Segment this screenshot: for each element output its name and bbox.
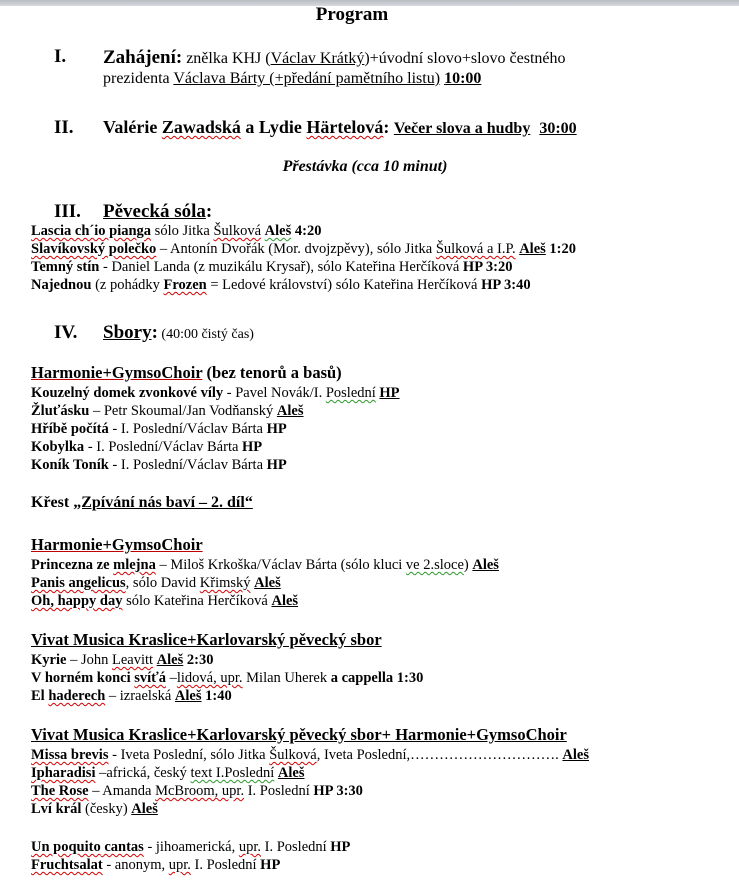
item-title: Panis angelicus <box>31 575 126 591</box>
choir-item <box>31 856 280 874</box>
item-text: – John <box>66 652 112 668</box>
section-1-text-a: znělka KHJ ( <box>186 50 271 67</box>
item-time: a cappella 1:30 <box>330 670 424 686</box>
solo-time: 1:20 <box>545 241 576 257</box>
item-composer: McBroom, upr. <box>155 783 245 799</box>
solo-item <box>31 258 512 276</box>
solo-time: 3:40 <box>500 277 531 293</box>
item-performer: HP <box>242 439 263 455</box>
choir-item <box>31 764 305 782</box>
item-text: - Pavel Novák/I. <box>223 385 326 401</box>
section-1-line2 <box>103 70 481 88</box>
group-1-header <box>31 363 342 383</box>
solo-film: Frozen <box>163 277 207 293</box>
section-4-colon: : <box>151 322 158 343</box>
item-title: Fruchtsalat <box>31 857 103 873</box>
section-1-name: Václav Krátký <box>270 50 365 67</box>
section-4-heading: Sbory <box>103 322 152 343</box>
choir-item <box>31 669 423 687</box>
item-performer: Aleš <box>472 557 499 573</box>
item-text: - anonym, <box>102 857 169 873</box>
section-2-title: Večer slova a hudby <box>393 120 531 137</box>
group-2-header <box>31 535 203 555</box>
item-text: - Iveta Poslední, sólo Jitka <box>108 747 270 763</box>
section-2-colon: : <box>383 117 394 137</box>
item-text: - jihoamerická, <box>143 839 239 855</box>
solo-performer: HP <box>481 277 501 293</box>
choir-item <box>31 782 363 800</box>
item-lyrics: text I.Poslední <box>190 765 275 781</box>
item-performer: HP <box>260 857 281 873</box>
choir-item <box>31 456 287 474</box>
item-title: V horném konci <box>31 670 135 686</box>
item-title: Lví král <box>31 801 82 817</box>
choir-item <box>31 402 304 420</box>
solo-text: – Antonín Dvořák (Mor. dvojzpěvy), sólo Jitka <box>156 241 436 257</box>
item-origin: lidová, upr. <box>176 670 243 686</box>
item-text: sólo Kateřina Herčíková <box>122 593 272 609</box>
item-title-2: haderech <box>48 688 106 704</box>
item-text: - I. Poslední/Václav Bárta <box>108 457 267 473</box>
section-2-heading-c: a Lydie <box>240 117 307 137</box>
solo-soloist: Šulková a I.P. <box>435 241 516 257</box>
solo-time: 4:20 <box>291 223 322 239</box>
item-performer: Aleš <box>276 403 304 419</box>
solo-text: (z pohádky <box>91 277 164 293</box>
group-1-name: Harmonie+GymsoChoir <box>31 363 203 382</box>
choir-item <box>31 420 287 438</box>
section-1-heading: Zahájení: <box>103 47 183 68</box>
section-3-heading-wrap <box>103 201 212 223</box>
solo-item <box>31 276 531 294</box>
item-arranger: Poslední <box>325 385 376 401</box>
baptism-title: „Zpívání nás baví – 2. díl“ <box>73 494 253 511</box>
item-text: – Miloš Krkoška/Václav Bárta (sólo kluci <box>155 557 406 573</box>
item-performer: Aleš <box>277 765 305 781</box>
solo-performer: Aleš <box>519 241 546 257</box>
item-performer: HP <box>266 421 287 437</box>
section-1-numeral: I. <box>54 46 67 67</box>
item-title: Oh, happy day <box>31 593 123 609</box>
item-text-2: ) <box>463 557 473 573</box>
group-4-header <box>31 725 567 745</box>
item-arranger: I. Poslední <box>190 857 261 873</box>
choir-item <box>31 556 499 574</box>
item-title: Žluťásku <box>31 403 90 419</box>
item-text: (česky) <box>81 801 132 817</box>
item-title-2: mlejna <box>113 557 156 573</box>
choir-item <box>31 746 589 764</box>
section-2-name-2: Härtelová <box>306 117 384 137</box>
section-2-heading <box>103 117 577 138</box>
section-1-text-c: prezidenta <box>103 70 174 87</box>
section-2-time: 30:00 <box>539 120 577 137</box>
solo-performer: HP <box>462 259 483 275</box>
section-1-time: 10:00 <box>444 70 482 87</box>
section-4-heading-wrap <box>103 322 254 344</box>
item-performer: Aleš <box>271 593 299 609</box>
section-3-numeral: III. <box>54 201 81 222</box>
solo-performer: Aleš <box>264 223 292 239</box>
choir-item <box>31 651 213 669</box>
group-2-name: Harmonie+GymsoChoir <box>31 535 203 554</box>
section-2-heading-a: Valérie <box>103 117 162 137</box>
item-text: - I. Poslední/Václav Bárta <box>108 421 267 437</box>
item-text: – izraelská <box>105 688 175 704</box>
item-time: HP 3:30 <box>313 783 363 799</box>
item-text: , sólo David <box>125 575 200 591</box>
item-title: Koník Toník <box>31 457 109 473</box>
intermission: Přestávka (cca 10 minut) <box>282 158 448 175</box>
item-text: – <box>166 670 177 686</box>
solo-title: Najednou <box>31 277 92 293</box>
item-performer: Aleš <box>131 801 158 817</box>
item-title-2: svíťá <box>134 670 166 686</box>
item-text: – Petr Skoumal/Jan Vodňanský <box>89 403 277 419</box>
item-title: The Rose <box>31 783 89 799</box>
section-1-line1 <box>103 47 565 69</box>
item-arr: upr. <box>168 857 191 873</box>
choir-item <box>31 687 232 705</box>
item-text: –africká, český <box>95 765 191 781</box>
group-3-header <box>31 630 382 650</box>
item-title: Ipharadisi <box>31 765 96 781</box>
item-performer: Aleš <box>156 652 184 668</box>
choir-item <box>31 574 281 592</box>
section-3-colon: : <box>205 201 213 222</box>
item-text: – Amanda <box>88 783 156 799</box>
item-title: Kobylka <box>31 439 85 455</box>
choir-item <box>31 800 158 818</box>
item-text-2: , Iveta Poslední,…………………………. <box>316 747 563 763</box>
item-soloist: Křimský <box>199 575 251 591</box>
solo-text: sólo Jitka <box>151 223 214 239</box>
section-3-heading: Pěvecká sóla <box>103 201 206 222</box>
item-arranger: I. Poslední <box>244 783 314 799</box>
group-4-name: Vivat Musica Kraslice+Karlovarský pěvecký sbor+ Harmonie+GymsoChoir <box>31 725 567 744</box>
item-arr: upr. <box>238 839 261 855</box>
baptism-line <box>31 494 253 512</box>
item-soloist: Šulková <box>269 747 317 763</box>
choir-item <box>31 838 350 856</box>
item-performer: HP <box>330 839 351 855</box>
page-title: Program <box>315 4 389 25</box>
choir-item <box>31 592 298 610</box>
section-2-name-1: Zawadská <box>161 117 241 137</box>
solo-text-2: = Ledové království) sólo Kateřina Herčíková <box>206 277 482 293</box>
item-performer: Aleš <box>562 747 589 763</box>
solo-title: Slavíkovský polečko <box>31 241 157 257</box>
group-3-name: Vivat Musica Kraslice+Karlovarský pěvecký sbor <box>31 630 382 649</box>
solo-item <box>31 222 321 240</box>
baptism-label: Křest <box>31 494 74 511</box>
item-title: Kyrie <box>31 652 67 668</box>
item-performer: HP <box>379 385 400 401</box>
item-title: Kouzelný domek zvonkové víly <box>31 385 224 401</box>
item-title: Missa brevis <box>31 747 109 763</box>
section-4-note: (40:00 čistý čas) <box>157 327 254 342</box>
section-2-numeral: II. <box>54 117 74 138</box>
section-1-text-b: )+úvodní slovo+slovo čestného <box>364 50 566 67</box>
item-arranger: Milan Uherek <box>242 670 331 686</box>
item-performer: Aleš <box>174 688 202 704</box>
item-title: Hříbě počítá <box>31 421 109 437</box>
item-text: - I. Poslední/Václav Bárta <box>84 439 243 455</box>
choir-item <box>31 384 400 402</box>
item-performer: Aleš <box>254 575 281 591</box>
item-note: ve 2.sloce <box>405 557 464 573</box>
solo-text: - Daniel Landa (z muzikálu Krysař), sólo Kateřina Herčíková <box>99 259 463 275</box>
item-title: El <box>31 688 49 704</box>
section-1-link: Václava Bárty (+předání pamětního listu) <box>173 70 441 87</box>
group-1-note: (bez tenorů a basů) <box>202 363 342 382</box>
item-title: Princezna ze <box>31 557 114 573</box>
solo-time: 3:20 <box>482 259 513 275</box>
solo-title: Temný stín <box>31 259 100 275</box>
section-4-numeral: IV. <box>54 322 78 343</box>
solo-item <box>31 240 576 258</box>
item-arranger: I. Poslední <box>261 839 331 855</box>
item-composer: Leavitt <box>111 652 154 668</box>
item-time: 1:40 <box>201 688 232 704</box>
item-time: 2:30 <box>183 652 214 668</box>
solo-title: Lascia ch´io pianga <box>31 223 152 239</box>
item-title: Un poquito <box>31 839 101 855</box>
item-title-2: cantas <box>100 839 144 855</box>
solo-soloist: Šulková <box>213 223 262 239</box>
choir-item <box>31 438 262 456</box>
item-performer: HP <box>266 457 287 473</box>
